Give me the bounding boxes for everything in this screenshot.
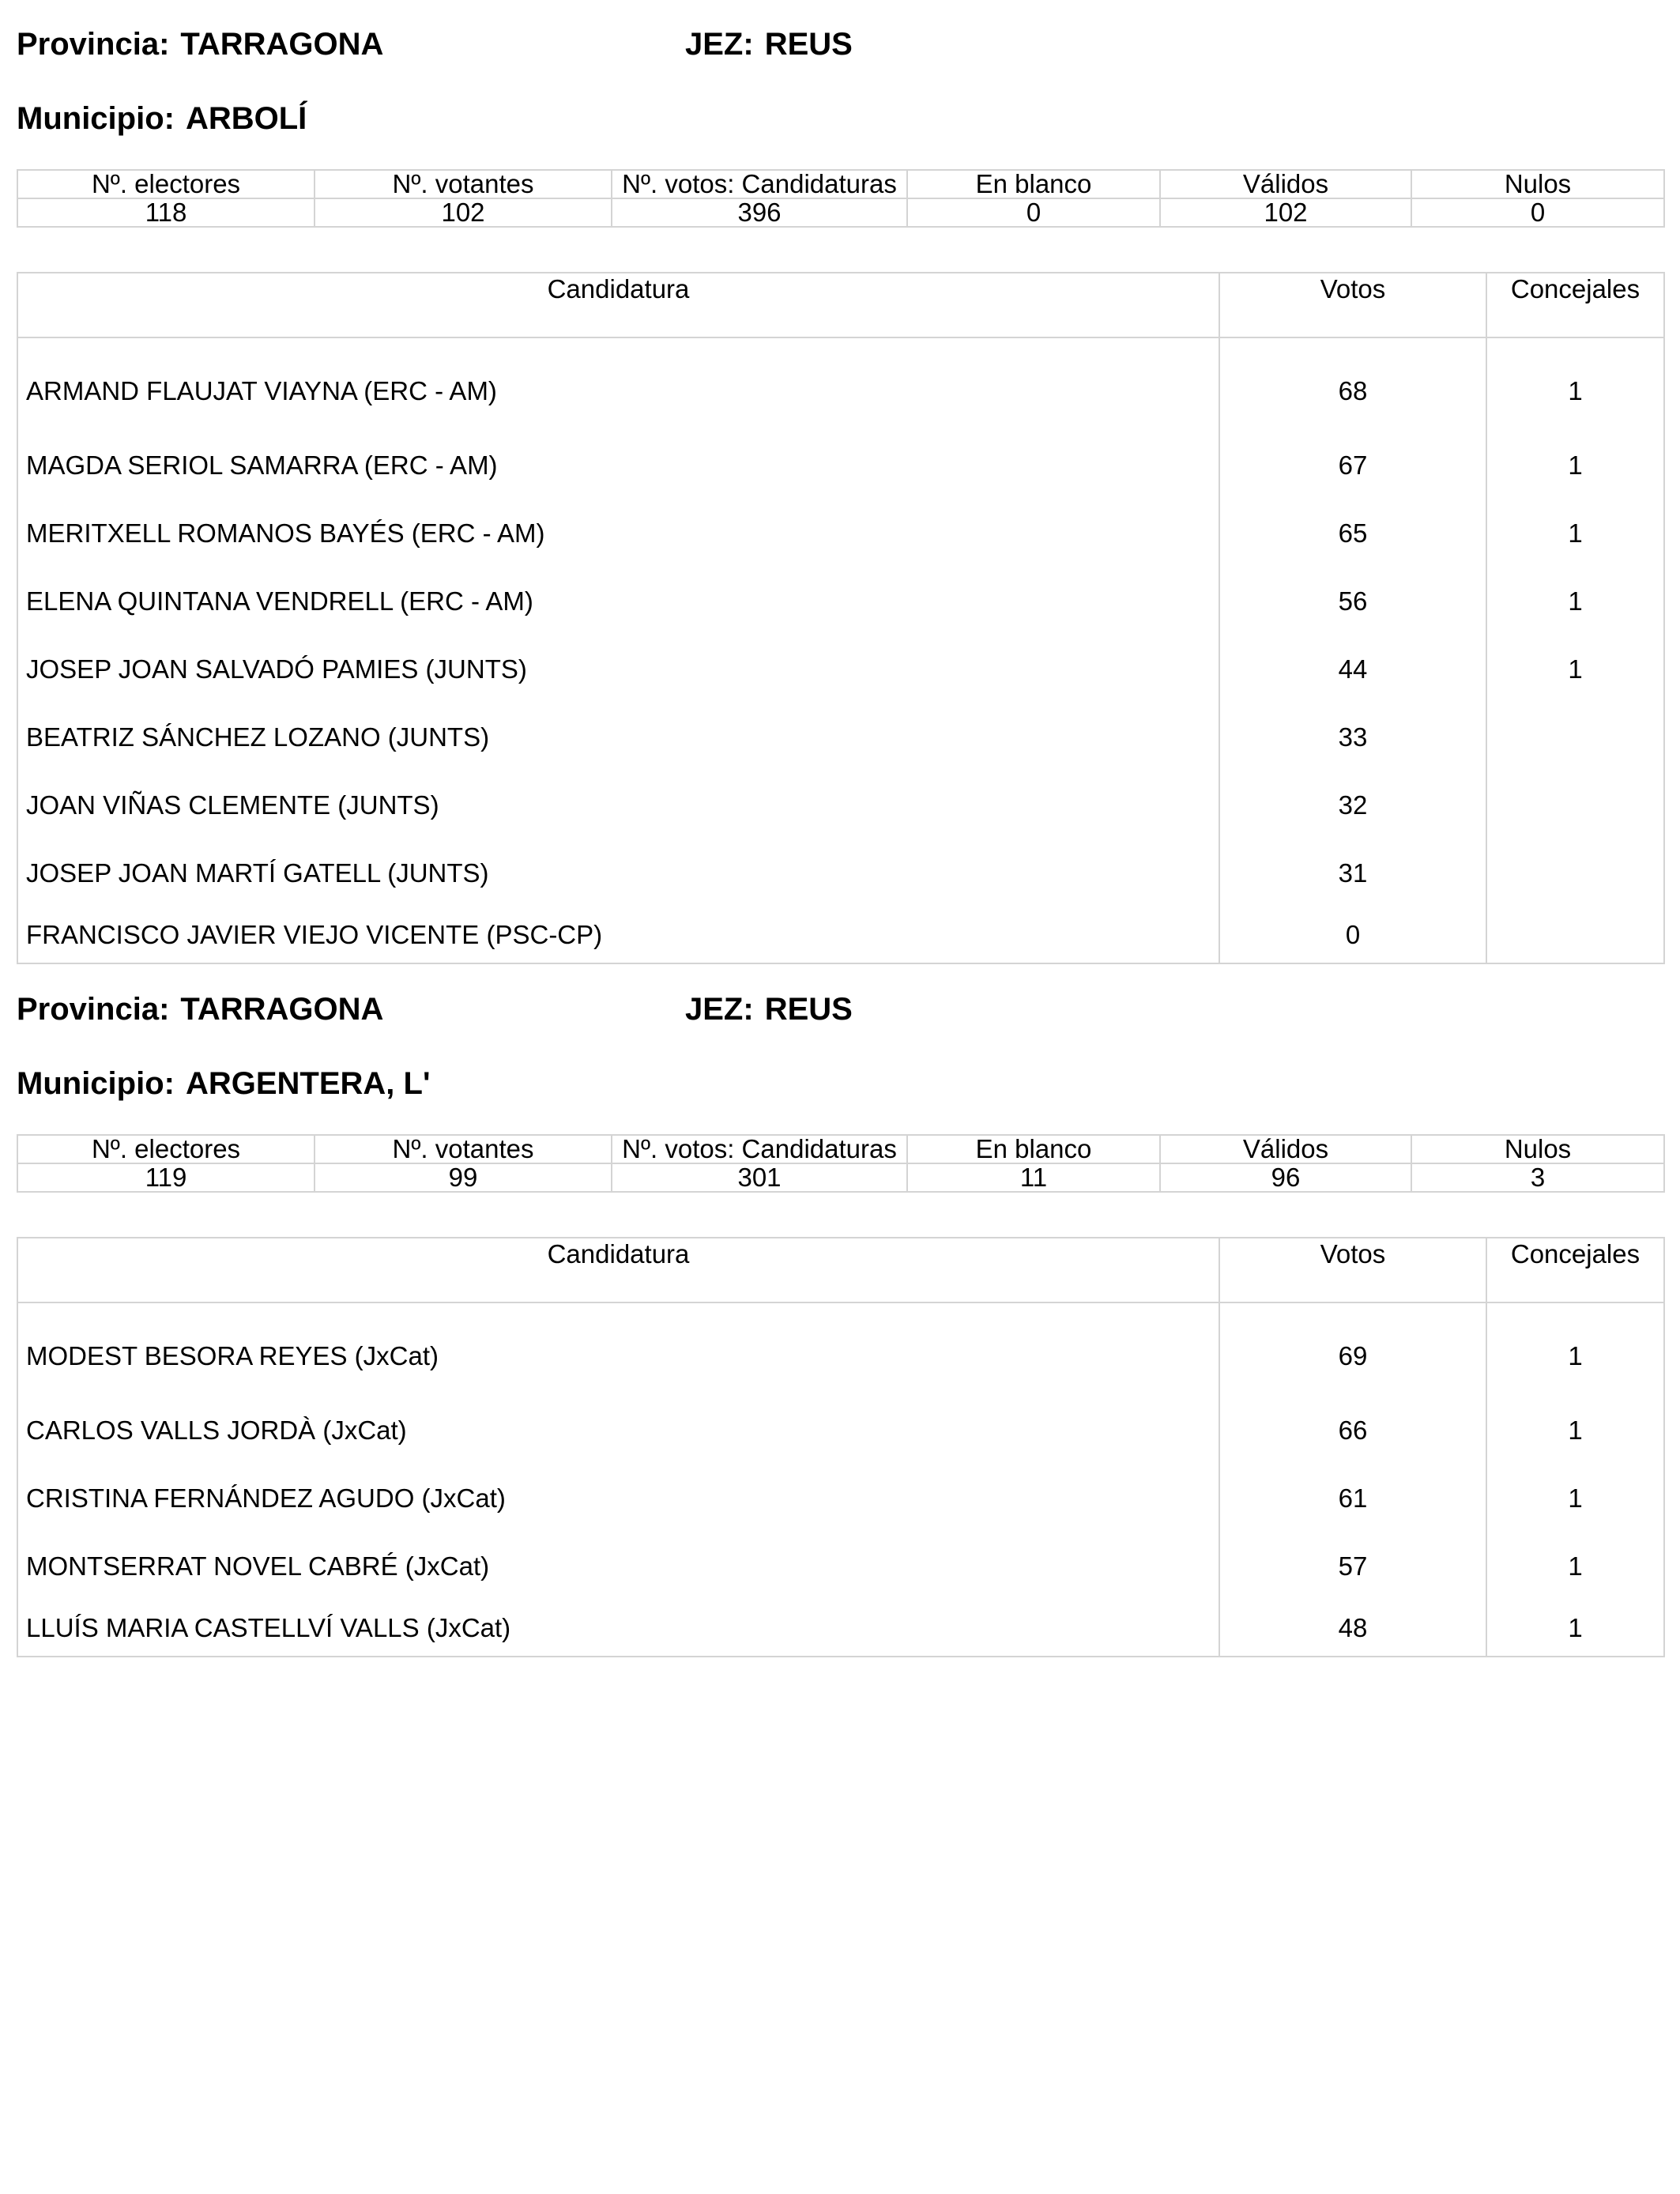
candidate-name: MAGDA SERIOL SAMARRA (ERC - AM) [17, 432, 1219, 499]
summary-header-cell: Válidos [1160, 1135, 1411, 1163]
summary-table [17, 1134, 1665, 1193]
candidate-concejales: 1 [1486, 432, 1664, 499]
candidate-concejales: 1 [1486, 1397, 1664, 1465]
table-row [17, 337, 1664, 432]
summary-header-cell: Nº. votos: Candidaturas [612, 1135, 907, 1163]
summary-value-cell: 0 [1411, 198, 1664, 227]
candidate-concejales: 1 [1486, 635, 1664, 703]
candidate-votos: 0 [1219, 907, 1486, 963]
table-row [17, 1600, 1664, 1657]
summary-value-cell: 102 [1160, 198, 1411, 227]
candidate-name: JOSEP JOAN SALVADÓ PAMIES (JUNTS) [17, 635, 1219, 703]
candidate-concejales: 1 [1486, 1465, 1664, 1532]
summary-header-row [17, 1135, 1664, 1163]
candidate-votos: 66 [1219, 1397, 1486, 1465]
jez-value: REUS [764, 992, 853, 1027]
summary-value-row [17, 1163, 1664, 1192]
candidate-name: JOSEP JOAN MARTÍ GATELL (JUNTS) [17, 839, 1219, 907]
summary-header-cell: En blanco [907, 1135, 1160, 1163]
candidate-name: MONTSERRAT NOVEL CABRÉ (JxCat) [17, 1532, 1219, 1600]
candidate-votos: 56 [1219, 567, 1486, 635]
provincia-value: TARRAGONA [180, 992, 384, 1027]
table-row [17, 1302, 1664, 1397]
candidate-votos: 57 [1219, 1532, 1486, 1600]
jez-heading [685, 25, 853, 63]
table-row [17, 703, 1664, 771]
summary-header-row [17, 170, 1664, 198]
summary-header-cell: Nulos [1411, 170, 1664, 198]
summary-value-cell: 118 [17, 198, 315, 227]
candidate-concejales: 1 [1486, 1600, 1664, 1657]
candidate-votos: 32 [1219, 771, 1486, 839]
candidates-header-row [17, 1238, 1664, 1302]
candidates-header-row [17, 273, 1664, 337]
municipio-heading [17, 100, 307, 138]
summary-value-cell: 102 [315, 198, 612, 227]
municipality-block-argentera [17, 986, 1663, 1649]
table-row [17, 1532, 1664, 1600]
candidate-name: MODEST BESORA REYES (JxCat) [17, 1302, 1219, 1397]
jez-heading [685, 990, 853, 1028]
table-row [17, 432, 1664, 499]
provincia-heading [17, 990, 383, 1028]
candidate-concejales: 1 [1486, 337, 1664, 432]
summary-header-cell: Válidos [1160, 170, 1411, 198]
concejales-header: Concejales [1486, 273, 1664, 337]
candidate-votos: 48 [1219, 1600, 1486, 1657]
candidate-name: JOAN VIÑAS CLEMENTE (JUNTS) [17, 771, 1219, 839]
candidate-concejales [1486, 907, 1664, 963]
candidate-name: LLUÍS MARIA CASTELLVÍ VALLS (JxCat) [17, 1600, 1219, 1657]
table-row [17, 771, 1664, 839]
candidate-votos: 44 [1219, 635, 1486, 703]
summary-value-cell: 396 [612, 198, 907, 227]
candidate-votos: 33 [1219, 703, 1486, 771]
candidate-concejales [1486, 771, 1664, 839]
summary-value-cell: 301 [612, 1163, 907, 1192]
candidate-name: FRANCISCO JAVIER VIEJO VICENTE (PSC-CP) [17, 907, 1219, 963]
candidate-votos: 61 [1219, 1465, 1486, 1532]
municipio-heading [17, 1065, 430, 1103]
table-row [17, 567, 1664, 635]
candidate-concejales: 1 [1486, 1302, 1664, 1397]
candidate-name: ARMAND FLAUJAT VIAYNA (ERC - AM) [17, 337, 1219, 432]
table-row [17, 499, 1664, 567]
summary-value-cell: 3 [1411, 1163, 1664, 1192]
candidate-votos: 31 [1219, 839, 1486, 907]
candidatura-header: Candidatura [17, 273, 1219, 337]
municipio-value: ARGENTERA, L' [185, 1066, 431, 1101]
concejales-header: Concejales [1486, 1238, 1664, 1302]
table-row [17, 1465, 1664, 1532]
municipio-label: Municipio: [17, 1066, 175, 1101]
candidates-table [17, 272, 1665, 964]
summary-header-cell: Nº. electores [17, 1135, 315, 1163]
summary-value-cell: 119 [17, 1163, 315, 1192]
provincia-value: TARRAGONA [180, 27, 384, 62]
votos-header: Votos [1219, 1238, 1486, 1302]
provincia-label: Provincia: [17, 27, 170, 62]
table-row [17, 839, 1664, 907]
candidate-concejales: 1 [1486, 1532, 1664, 1600]
candidate-name: MERITXELL ROMANOS BAYÉS (ERC - AM) [17, 499, 1219, 567]
votos-header: Votos [1219, 273, 1486, 337]
table-row [17, 1397, 1664, 1465]
table-row [17, 635, 1664, 703]
summary-value-cell: 99 [315, 1163, 612, 1192]
candidate-concejales: 1 [1486, 499, 1664, 567]
summary-header-cell: Nº. votantes [315, 1135, 612, 1163]
provincia-heading [17, 25, 383, 63]
summary-header-cell: En blanco [907, 170, 1160, 198]
summary-header-cell: Nº. electores [17, 170, 315, 198]
candidate-concejales [1486, 703, 1664, 771]
summary-value-cell: 0 [907, 198, 1160, 227]
summary-table [17, 169, 1665, 228]
summary-value-cell: 96 [1160, 1163, 1411, 1192]
candidate-votos: 67 [1219, 432, 1486, 499]
summary-value-cell: 11 [907, 1163, 1160, 1192]
candidate-name: CARLOS VALLS JORDÀ (JxCat) [17, 1397, 1219, 1465]
municipality-block-arboli [17, 21, 1663, 950]
candidate-votos: 68 [1219, 337, 1486, 432]
table-row [17, 907, 1664, 963]
summary-value-row [17, 198, 1664, 227]
candidates-table [17, 1237, 1665, 1657]
jez-value: REUS [764, 27, 853, 62]
jez-label: JEZ: [685, 992, 754, 1027]
candidate-concejales [1486, 839, 1664, 907]
candidate-name: CRISTINA FERNÁNDEZ AGUDO (JxCat) [17, 1465, 1219, 1532]
candidate-concejales: 1 [1486, 567, 1664, 635]
candidate-name: BEATRIZ SÁNCHEZ LOZANO (JUNTS) [17, 703, 1219, 771]
summary-header-cell: Nº. votos: Candidaturas [612, 170, 907, 198]
jez-label: JEZ: [685, 27, 754, 62]
municipio-value: ARBOLÍ [185, 101, 307, 136]
candidate-votos: 69 [1219, 1302, 1486, 1397]
candidatura-header: Candidatura [17, 1238, 1219, 1302]
provincia-label: Provincia: [17, 992, 170, 1027]
summary-header-cell: Nº. votantes [315, 170, 612, 198]
candidate-name: ELENA QUINTANA VENDRELL (ERC - AM) [17, 567, 1219, 635]
candidate-votos: 65 [1219, 499, 1486, 567]
municipio-label: Municipio: [17, 101, 175, 136]
summary-header-cell: Nulos [1411, 1135, 1664, 1163]
